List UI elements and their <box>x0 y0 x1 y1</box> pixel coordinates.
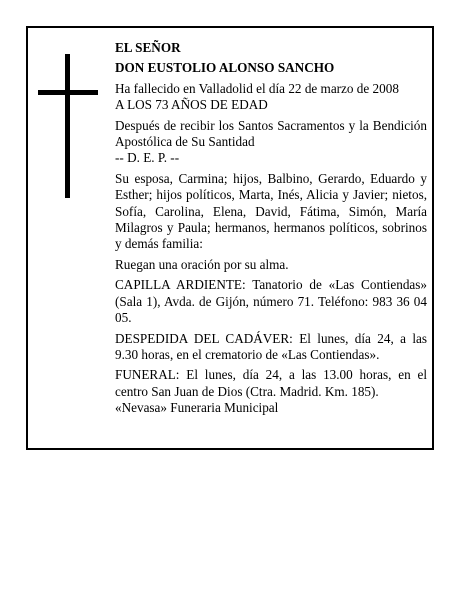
farewell-text: DESPEDIDA DEL CADÁVER: El lunes, día 24, a las 9.30 horas, en el crematorio de «Las Contiendas». <box>115 330 427 362</box>
notice-content <box>115 40 427 417</box>
chapel-text: CAPILLA ARDIENTE: Tanatorio de «Las Contiendas» (Sala 1), Avda. de Gijón, número 71. Teléfono: 983 36 04 05. <box>115 277 427 326</box>
cross-icon <box>38 54 98 198</box>
family-text: Su esposa, Carmina; hijos, Balbino, Gerardo, Eduardo y Esther; hijos políticos, Marta, Inés, Alicia y Javier; nietos, Sofía, Carolina, Elena, David, Fátima, Simón, María Milagros y Paula; hermanos, hermanos políticos, sobrinos y demás familia: <box>115 170 427 252</box>
age-line: A LOS 73 AÑOS DE EDAD <box>115 97 268 113</box>
funeral-home-text: «Nevasa» Funeraria Municipal <box>115 400 279 416</box>
death-line: Ha fallecido en Valladolid el día 22 de marzo de 2008 <box>115 80 399 96</box>
funeral-text: FUNERAL: El lunes, día 24, a las 13.00 horas, en el centro San Juan de Dios (Ctra. Madrid. Km. 185). <box>115 367 427 399</box>
sacraments-text: Después de recibir los Santos Sacramentos y la Bendición Apostólica de Su Santidad <box>115 117 427 150</box>
rip-text: -- D. E. P. -- <box>115 150 180 166</box>
notice-title: EL SEÑOR <box>115 40 181 55</box>
prayer-text: Ruegan una oración por su alma. <box>115 256 289 272</box>
deceased-name: DON EUSTOLIO ALONSO SANCHO <box>115 60 335 76</box>
obituary-notice <box>26 26 434 450</box>
